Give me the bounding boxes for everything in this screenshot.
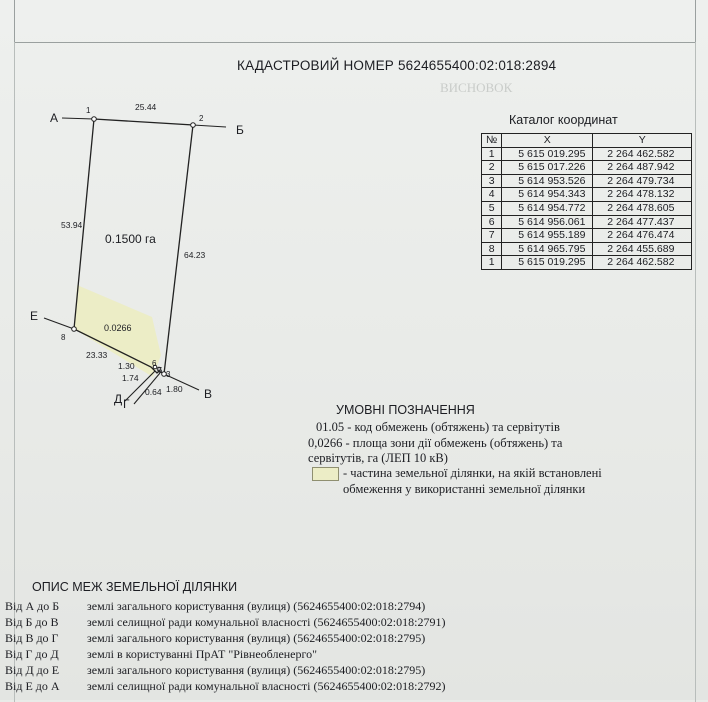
cell-x: 5 615 019.295 [502,256,593,270]
cell-number: 2 [482,161,502,175]
dim-top: 25.44 [135,102,157,112]
neighbor-line-b [193,125,226,127]
header-number: № [482,134,502,148]
boundary-row [5,678,445,694]
cell-y: 2 264 479.734 [593,174,692,188]
legend-swatch-line-cont: обмеження у використанні земельної ділянки [343,482,586,496]
parcel-area: 0.1500 га [105,232,156,246]
cell-y: 2 264 462.582 [593,147,692,161]
cell-x: 5 614 953.526 [502,174,593,188]
label-point-1: 1 [86,106,91,115]
boundary-segment: Від А до Б [5,599,60,613]
table-row [482,161,692,175]
boundary-description: землі селищної ради комунальної власності (5624655400:02:018:2791) [87,615,446,629]
cadastral-title: КАДАСТРОВИЙ НОМЕР 5624655400:02:018:2894 [237,58,557,73]
cell-number: 8 [482,242,502,256]
cell-y: 2 264 476.474 [593,229,692,243]
legend-swatch-line: - частина земельної ділянки, на якій встановлені [343,466,602,480]
table-row [482,256,692,270]
table-row [482,242,692,256]
boundary-description: землі загального користування (вулиця) (5624655400:02:018:2794) [87,599,426,613]
boundary-description: землі селищної ради комунальної власності (5624655400:02:018:2792) [87,679,446,693]
cell-number: 5 [482,201,502,215]
vertex-2 [191,123,196,128]
dim-bottom-2: 1.30 [118,361,135,371]
vertex-1 [92,117,97,122]
cell-y: 2 264 478.132 [593,188,692,202]
label-letter-a: А [50,111,59,125]
header-y: Y [593,134,692,148]
boundary-row [5,614,445,630]
boundary-segment: Від В до Г [5,631,59,645]
cell-number: 3 [482,174,502,188]
boundary-segment: Від Б до В [5,615,59,629]
vertex-8 [72,327,77,332]
cell-x: 5 614 954.772 [502,201,593,215]
label-letter-v: В [204,387,213,401]
label-point-2: 2 [199,114,204,123]
cell-x: 5 615 017.226 [502,161,593,175]
label-point-6: 6 [152,359,157,368]
dim-right: 64.23 [184,250,206,260]
coordinate-table [481,133,692,270]
legend-title: УМОВНІ ПОЗНАЧЕННЯ [336,403,475,417]
legend-area-line: 0,0266 - площа зони дії обмежень (обтяжень) та [308,436,563,450]
cell-x: 5 615 019.295 [502,147,593,161]
dim-left: 53.94 [61,220,83,230]
table-row [482,174,692,188]
label-point-8: 8 [61,333,66,342]
boundary-row [5,662,425,678]
neighbor-line-a [62,118,94,119]
neighbor-line-e [44,318,74,329]
dim-bottom-5: 1.80 [166,384,183,394]
cell-number: 1 [482,256,502,270]
boundary-row [5,630,425,646]
table-row [482,147,692,161]
label-letter-d: Д [114,392,123,406]
cell-number: 4 [482,188,502,202]
label-letter-e: Е [30,309,39,323]
table-row [482,215,692,229]
cell-number: 7 [482,229,502,243]
cell-x: 5 614 954.343 [502,188,593,202]
dim-bottom-3: 1.74 [122,373,139,383]
boundary-description: землі загального користування (вулиця) (5624655400:02:018:2795) [87,631,426,645]
cell-y: 2 264 477.437 [593,215,692,229]
dim-bottom-1: 23.33 [86,350,108,360]
boundary-row [5,598,425,614]
cell-number: 6 [482,215,502,229]
cell-x: 5 614 955.189 [502,229,593,243]
bleed-through: ВИСНОВОК [440,80,513,95]
table-header-row [482,134,692,148]
table-row [482,188,692,202]
table-row [482,229,692,243]
boundary-description: землі загального користування (вулиця) (5624655400:02:018:2795) [87,663,426,677]
cell-y: 2 264 478.605 [593,201,692,215]
label-letter-b: Б [236,123,244,137]
legend-swatch [312,467,339,481]
label-point-5: 5 [158,366,163,375]
header-x: X [502,134,593,148]
cell-y: 2 264 462.582 [593,256,692,270]
boundaries-title: ОПИС МЕЖ ЗЕМЕЛЬНОЇ ДІЛЯНКИ [32,580,238,594]
catalog-title: Каталог координат [509,113,618,127]
zone-area: 0.0266 [104,323,132,333]
table-row [482,201,692,215]
cell-number: 1 [482,147,502,161]
legend-area-line-cont: сервітутів, га (ЛЕП 10 кВ) [308,451,448,465]
boundary-row [5,646,317,662]
label-letter-g: Г [123,397,130,411]
boundary-segment: Від Е до А [5,679,60,693]
boundary-description: землі в користуванні ПрАТ "Рівнеобленерго" [87,647,318,661]
cell-x: 5 614 965.795 [502,242,593,256]
label-point-3: 3 [166,370,171,379]
cell-y: 2 264 455.689 [593,242,692,256]
boundary-segment: Від Д до Е [5,663,60,677]
cell-x: 5 614 956.061 [502,215,593,229]
legend-code-line: 01.05 - код обмежень (обтяжень) та сервітутів [316,420,560,434]
cell-y: 2 264 487.942 [593,161,692,175]
dim-bottom-4: 0.64 [145,387,162,397]
boundary-segment: Від Г до Д [5,647,59,661]
